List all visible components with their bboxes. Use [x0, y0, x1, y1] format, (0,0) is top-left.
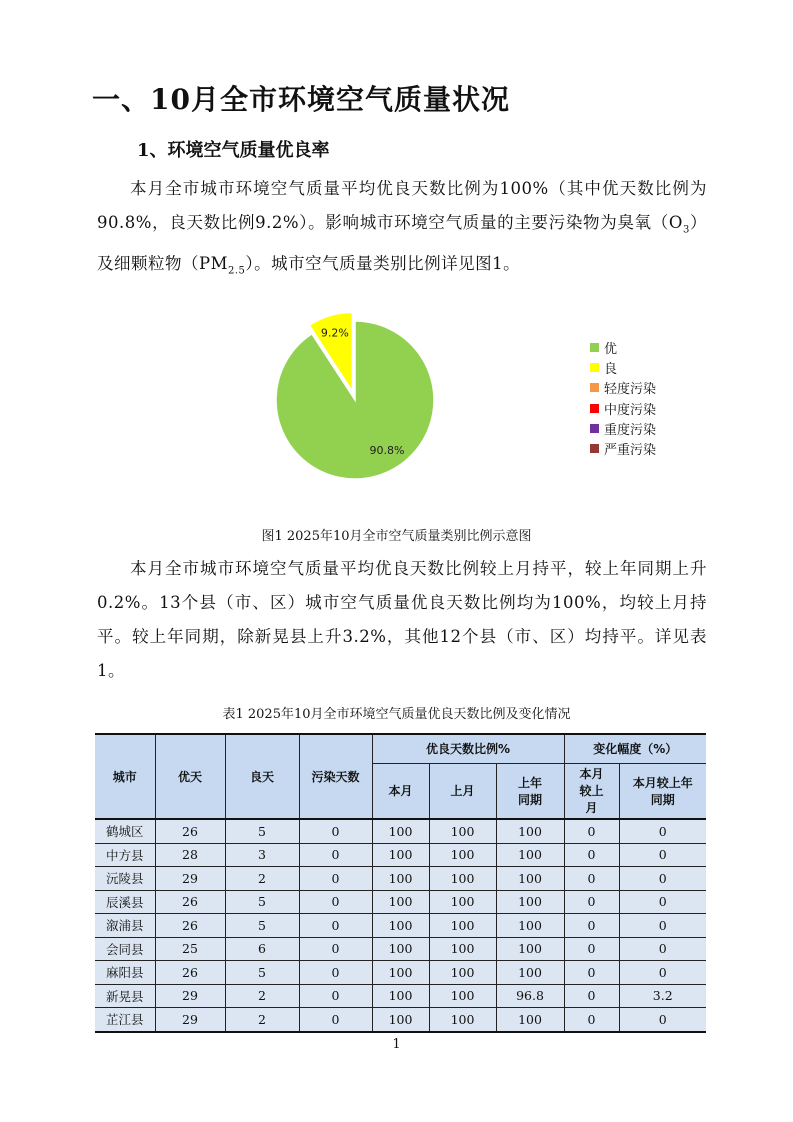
cell-this-month: 100: [372, 819, 429, 843]
cell-last-month: 100: [429, 1008, 496, 1032]
cell-polluted: 0: [299, 843, 372, 867]
cell-polluted: 0: [299, 890, 372, 914]
legend-item: [590, 337, 656, 357]
cell-last-year: 100: [496, 843, 564, 867]
pie-data-label: 9.2%: [320, 326, 349, 340]
cell-chg-month: 0: [564, 867, 619, 891]
cell-good: 5: [225, 890, 299, 914]
legend-item: [590, 438, 656, 458]
header-excellent-days: 优天: [155, 734, 225, 819]
header-text: 本月较上年: [632, 775, 693, 790]
cell-excellent: 29: [155, 867, 225, 891]
cell-chg-month: 0: [564, 961, 619, 985]
cell-chg-month: 0: [564, 819, 619, 843]
cell-city: 鹤城区: [95, 819, 155, 843]
cell-last-month: 100: [429, 843, 496, 867]
header-change-group: 变化幅度（%）: [564, 734, 706, 763]
cell-last-month: 100: [429, 914, 496, 938]
header-polluted-days: 污染天数: [299, 734, 372, 819]
cell-last-year: 100: [496, 867, 564, 891]
cell-last-month: 100: [429, 937, 496, 961]
cell-last-year: 96.8: [496, 984, 564, 1008]
legend-label: 轻度污染: [604, 382, 657, 398]
air-quality-table: [95, 733, 706, 1033]
cell-last-month: 100: [429, 984, 496, 1008]
cell-excellent: 29: [155, 1008, 225, 1032]
cell-city: 芷江县: [95, 1008, 155, 1032]
paragraph-text: ）。城市空气质量类别比例详见图1。: [245, 254, 521, 274]
cell-good: 2: [225, 867, 299, 891]
cell-chg-month: 0: [564, 984, 619, 1008]
table-row: [95, 961, 706, 985]
header-text: 同期: [650, 792, 675, 807]
cell-last-year: 100: [496, 961, 564, 985]
cell-excellent: 25: [155, 937, 225, 961]
cell-chg-year: 0: [619, 843, 706, 867]
cell-excellent: 29: [155, 984, 225, 1008]
cell-chg-year: 3.2: [619, 984, 706, 1008]
header-text: 同期: [517, 792, 542, 807]
cell-chg-year: 0: [619, 867, 706, 891]
cell-chg-year: 0: [619, 937, 706, 961]
cell-chg-year: 0: [619, 1008, 706, 1032]
cell-excellent: 26: [155, 914, 225, 938]
legend-swatch-icon: [590, 363, 599, 372]
table-row: [95, 984, 706, 1008]
cell-last-month: 100: [429, 961, 496, 985]
cell-good: 2: [225, 1008, 299, 1032]
cell-polluted: 0: [299, 819, 372, 843]
cell-this-month: 100: [372, 867, 429, 891]
header-ratio-last-year: [496, 763, 564, 819]
cell-this-month: 100: [372, 937, 429, 961]
cell-excellent: 26: [155, 819, 225, 843]
table-row: [95, 914, 706, 938]
cell-this-month: 100: [372, 961, 429, 985]
header-change-vs-last-year: [619, 763, 706, 819]
table-row: [95, 819, 706, 843]
legend-swatch-icon: [590, 343, 599, 352]
cell-chg-month: 0: [564, 843, 619, 867]
header-ratio-this-month: 本月: [372, 763, 429, 819]
pie-slice: [276, 321, 434, 479]
paragraph-text: 本月全市城市环境空气质量平均优良天数比例为100%（其中优天数比例为90.8%，良天数比例9.2%）。影响城市环境空气质量的主要污染物为臭氧（O: [97, 179, 707, 232]
table-row: [95, 843, 706, 867]
chart-legend: [590, 337, 656, 459]
legend-item: [590, 398, 656, 418]
table-row: [95, 867, 706, 891]
cell-city: 沅陵县: [95, 867, 155, 891]
table-row: [95, 937, 706, 961]
cell-chg-month: 0: [564, 914, 619, 938]
pie-data-label: 90.8%: [369, 444, 405, 457]
cell-city: 会同县: [95, 937, 155, 961]
table-caption: 表1 2025年10月全市环境空气质量优良天数比例及变化情况: [222, 707, 571, 722]
cell-polluted: 0: [299, 937, 372, 961]
cell-polluted: 0: [299, 914, 372, 938]
legend-label: 良: [604, 361, 618, 377]
cell-chg-month: 0: [564, 890, 619, 914]
legend-label: 严重污染: [604, 443, 657, 459]
legend-swatch-icon: [590, 383, 599, 392]
header-good-days: 良天: [225, 734, 299, 819]
cell-good: 5: [225, 914, 299, 938]
cell-good: 6: [225, 937, 299, 961]
header-ratio-last-month: 上月: [429, 763, 496, 819]
page-number: 1: [392, 1037, 401, 1052]
cell-last-year: 100: [496, 914, 564, 938]
header-text: 本月: [579, 767, 604, 782]
cell-last-month: 100: [429, 890, 496, 914]
cell-excellent: 26: [155, 961, 225, 985]
table-row: [95, 1008, 706, 1032]
cell-polluted: 0: [299, 867, 372, 891]
legend-item: [590, 418, 656, 438]
legend-swatch-icon: [590, 444, 599, 453]
cell-this-month: 100: [372, 984, 429, 1008]
cell-good: 3: [225, 843, 299, 867]
section-heading: 一、10月全市环境空气质量状况: [92, 83, 510, 116]
paragraph-summary: [97, 172, 707, 289]
cell-this-month: 100: [372, 914, 429, 938]
cell-this-month: 100: [372, 1008, 429, 1032]
legend-swatch-icon: [590, 424, 599, 433]
legend-item: [590, 378, 656, 398]
cell-this-month: 100: [372, 843, 429, 867]
header-change-vs-last-month: [564, 763, 619, 819]
legend-swatch-icon: [590, 404, 599, 413]
cell-last-year: 100: [496, 937, 564, 961]
header-text: 上年: [517, 775, 542, 790]
cell-good: 2: [225, 984, 299, 1008]
cell-last-month: 100: [429, 819, 496, 843]
cell-chg-year: 0: [619, 914, 706, 938]
cell-city: 溆浦县: [95, 914, 155, 938]
cell-city: 中方县: [95, 843, 155, 867]
header-city: 城市: [95, 734, 155, 819]
o3-subscript: 3: [682, 224, 690, 236]
cell-good: 5: [225, 819, 299, 843]
table-row: [95, 890, 706, 914]
cell-this-month: 100: [372, 890, 429, 914]
legend-label: 中度污染: [604, 402, 657, 418]
cell-polluted: 0: [299, 1008, 372, 1032]
cell-chg-month: 0: [564, 1008, 619, 1032]
cell-city: 麻阳县: [95, 961, 155, 985]
subsection-heading: 1、环境空气质量优良率: [137, 140, 330, 161]
cell-polluted: 0: [299, 961, 372, 985]
cell-good: 5: [225, 961, 299, 985]
cell-chg-month: 0: [564, 937, 619, 961]
figure-caption: 图1 2025年10月全市空气质量类别比例示意图: [261, 529, 532, 544]
cell-last-year: 100: [496, 890, 564, 914]
cell-city: 新晃县: [95, 984, 155, 1008]
legend-label: 优: [604, 341, 618, 357]
cell-last-year: 100: [496, 1008, 564, 1032]
header-text: 月: [585, 801, 598, 816]
cell-polluted: 0: [299, 984, 372, 1008]
pm-subscript: 2.5: [228, 265, 246, 277]
paragraph-comparison: 本月全市城市环境空气质量平均优良天数比例较上月持平，较上年同期上升0.2%。13个县（市、区）城市空气质量优良天数比例均为100%，均较上月持平。较上年同期，除新晃县上升3.2%，其他12个县（市、区）均持平。详见表1。: [97, 559, 707, 680]
legend-label: 重度污染: [604, 422, 657, 438]
cell-chg-year: 0: [619, 819, 706, 843]
header-ratio-group: 优良天数比例%: [372, 734, 564, 763]
paragraph-text: ）及细颗粒物（PM: [97, 213, 707, 274]
cell-excellent: 28: [155, 843, 225, 867]
cell-city: 辰溪县: [95, 890, 155, 914]
cell-chg-year: 0: [619, 890, 706, 914]
cell-last-month: 100: [429, 867, 496, 891]
header-text: 较上: [579, 784, 604, 799]
cell-last-year: 100: [496, 819, 564, 843]
cell-excellent: 26: [155, 890, 225, 914]
cell-chg-year: 0: [619, 961, 706, 985]
legend-item: [590, 357, 656, 377]
